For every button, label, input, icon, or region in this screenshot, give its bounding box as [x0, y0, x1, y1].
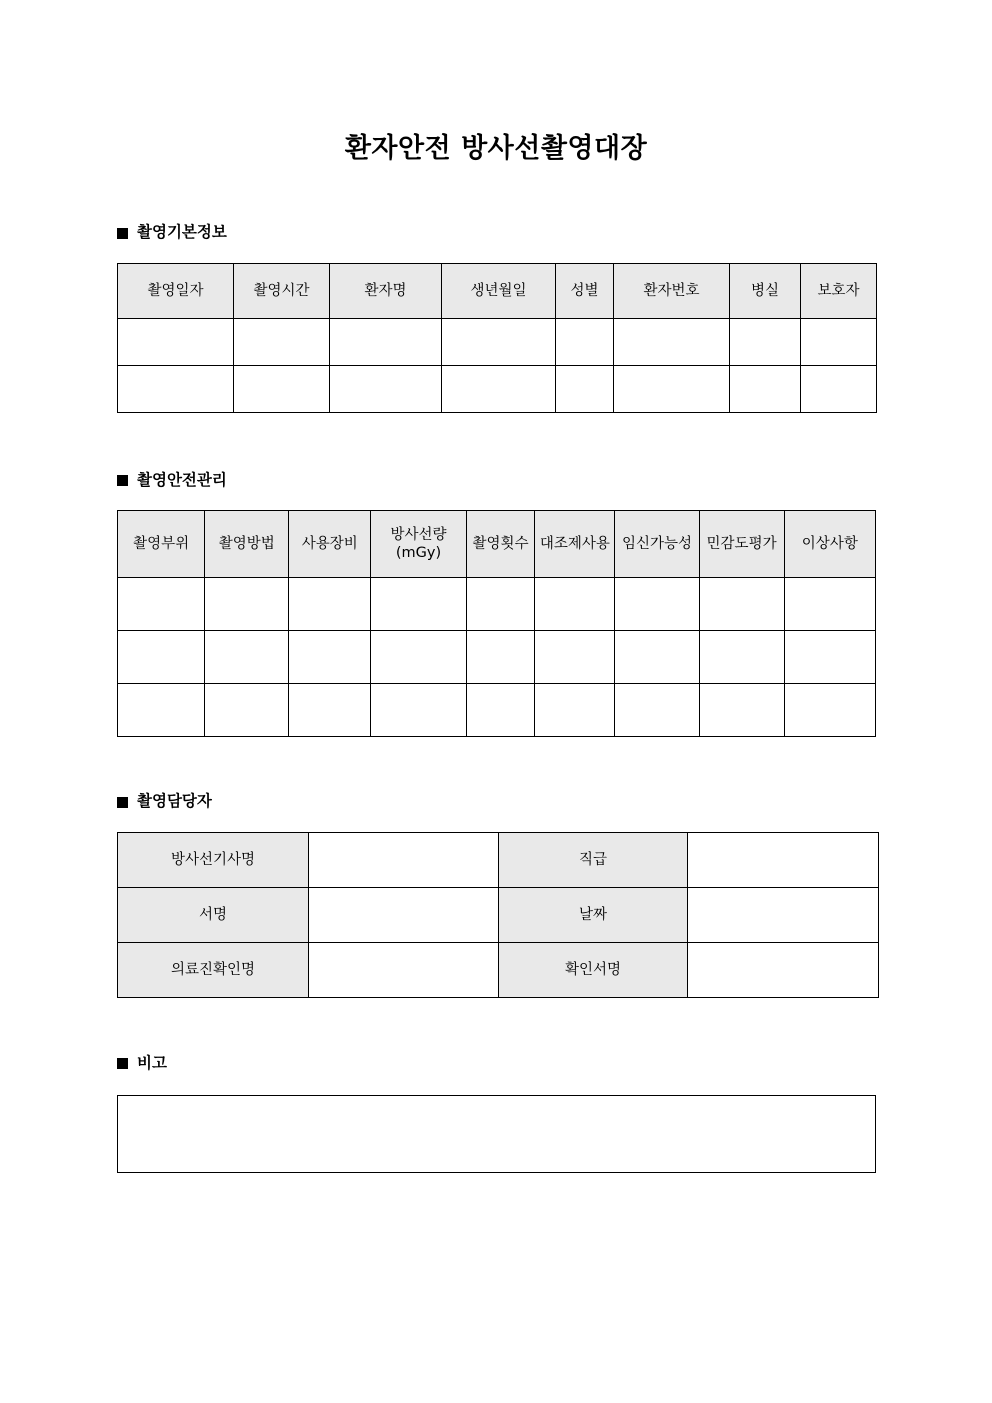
table-row[interactable] — [118, 684, 876, 737]
cell-gender[interactable] — [556, 365, 614, 412]
cell-body-part[interactable] — [118, 578, 205, 631]
cell-abnormality[interactable] — [784, 631, 875, 684]
section-remarks — [0, 1053, 992, 1174]
cell-patient-name[interactable] — [330, 365, 442, 412]
column-header-contrast-agent: 대조제사용 — [535, 511, 615, 578]
column-header-shot-count: 촬영횟수 — [466, 511, 535, 578]
table-row — [118, 942, 879, 997]
cell-sensitivity[interactable] — [699, 631, 784, 684]
table-header-row — [118, 511, 876, 578]
table-safety-management — [117, 510, 876, 737]
bullet-square-icon — [117, 475, 128, 486]
table-row — [118, 832, 879, 887]
cell-radiation-dose[interactable] — [371, 631, 466, 684]
cell-ward[interactable] — [730, 365, 801, 412]
cell-contrast-agent[interactable] — [535, 684, 615, 737]
column-header-pregnancy: 임신가능성 — [615, 511, 699, 578]
cell-shot-count[interactable] — [466, 631, 535, 684]
column-header-radiation-dose: 방사선량(mGy) — [371, 511, 466, 578]
field-label-confirm-signature: 확인서명 — [499, 942, 688, 997]
cell-pregnancy[interactable] — [615, 684, 699, 737]
field-value-technologist-name[interactable] — [309, 832, 499, 887]
field-label-physician-confirm-name: 의료진확인명 — [118, 942, 309, 997]
cell-guardian[interactable] — [801, 365, 877, 412]
field-value-physician-confirm-name[interactable] — [309, 942, 499, 997]
cell-birth-date[interactable] — [442, 365, 556, 412]
cell-pregnancy[interactable] — [615, 631, 699, 684]
table-row[interactable] — [118, 365, 877, 412]
field-value-confirm-signature[interactable] — [688, 942, 879, 997]
section-heading-basic-info — [117, 225, 875, 241]
cell-shoot-time[interactable] — [234, 365, 330, 412]
column-header-guardian: 보호자 — [801, 263, 877, 318]
column-header-birth-date: 생년월일 — [442, 263, 556, 318]
cell-guardian[interactable] — [801, 318, 877, 365]
section-heading-remarks — [117, 1053, 875, 1072]
cell-contrast-agent[interactable] — [535, 578, 615, 631]
column-header-patient-name: 환자명 — [330, 263, 442, 318]
cell-abnormality[interactable] — [784, 684, 875, 737]
column-header-ward: 병실 — [730, 263, 801, 318]
column-header-abnormality: 이상사항 — [784, 511, 875, 578]
table-row[interactable] — [118, 631, 876, 684]
bullet-square-icon — [117, 228, 128, 239]
table-header-row — [118, 263, 877, 318]
section-staff — [0, 794, 992, 998]
field-value-position[interactable] — [688, 832, 879, 887]
table-basic-info — [117, 263, 877, 413]
field-label-technologist-name: 방사선기사명 — [118, 832, 309, 887]
cell-method[interactable] — [205, 578, 289, 631]
page-title: 환자안전 방사선촬영대장 — [344, 133, 648, 164]
cell-body-part[interactable] — [118, 631, 205, 684]
section-heading-label: 촬영기본정보 — [137, 223, 227, 242]
cell-patient-number[interactable] — [614, 318, 730, 365]
remarks-textarea[interactable] — [117, 1095, 876, 1173]
cell-shot-count[interactable] — [466, 578, 535, 631]
column-header-shoot-date: 촬영일자 — [118, 263, 234, 318]
bullet-square-icon — [117, 797, 128, 808]
section-heading-staff — [117, 794, 875, 810]
section-heading-label: 촬영담당자 — [137, 792, 212, 811]
cell-gender[interactable] — [556, 318, 614, 365]
cell-equipment[interactable] — [289, 684, 371, 737]
table-row — [118, 887, 879, 942]
field-value-signature[interactable] — [309, 887, 499, 942]
cell-shot-count[interactable] — [466, 684, 535, 737]
field-value-date[interactable] — [688, 887, 879, 942]
field-label-date: 날짜 — [499, 887, 688, 942]
cell-pregnancy[interactable] — [615, 578, 699, 631]
cell-patient-name[interactable] — [330, 318, 442, 365]
cell-body-part[interactable] — [118, 684, 205, 737]
section-basic-info — [0, 225, 992, 413]
column-header-patient-number: 환자번호 — [614, 263, 730, 318]
section-safety-management — [0, 470, 992, 738]
cell-patient-number[interactable] — [614, 365, 730, 412]
field-label-signature: 서명 — [118, 887, 309, 942]
column-header-method: 촬영방법 — [205, 511, 289, 578]
section-heading-label: 비고 — [137, 1053, 167, 1072]
cell-equipment[interactable] — [289, 631, 371, 684]
section-heading-safety-management — [117, 470, 875, 489]
field-label-position: 직급 — [499, 832, 688, 887]
cell-shoot-time[interactable] — [234, 318, 330, 365]
cell-shoot-date[interactable] — [118, 365, 234, 412]
cell-shoot-date[interactable] — [118, 318, 234, 365]
cell-birth-date[interactable] — [442, 318, 556, 365]
column-header-gender: 성별 — [556, 263, 614, 318]
cell-contrast-agent[interactable] — [535, 631, 615, 684]
cell-sensitivity[interactable] — [699, 684, 784, 737]
cell-method[interactable] — [205, 684, 289, 737]
table-staff — [117, 832, 879, 998]
cell-abnormality[interactable] — [784, 578, 875, 631]
column-header-equipment: 사용장비 — [289, 511, 371, 578]
table-row[interactable] — [118, 318, 877, 365]
section-heading-label: 촬영안전관리 — [137, 470, 227, 489]
cell-radiation-dose[interactable] — [371, 684, 466, 737]
column-header-shoot-time: 촬영시간 — [234, 263, 330, 318]
cell-sensitivity[interactable] — [699, 578, 784, 631]
table-row[interactable] — [118, 578, 876, 631]
cell-equipment[interactable] — [289, 578, 371, 631]
cell-radiation-dose[interactable] — [371, 578, 466, 631]
cell-method[interactable] — [205, 631, 289, 684]
cell-ward[interactable] — [730, 318, 801, 365]
column-header-body-part: 촬영부위 — [118, 511, 205, 578]
column-header-sensitivity: 민감도평가 — [699, 511, 784, 578]
bullet-square-icon — [117, 1058, 128, 1069]
